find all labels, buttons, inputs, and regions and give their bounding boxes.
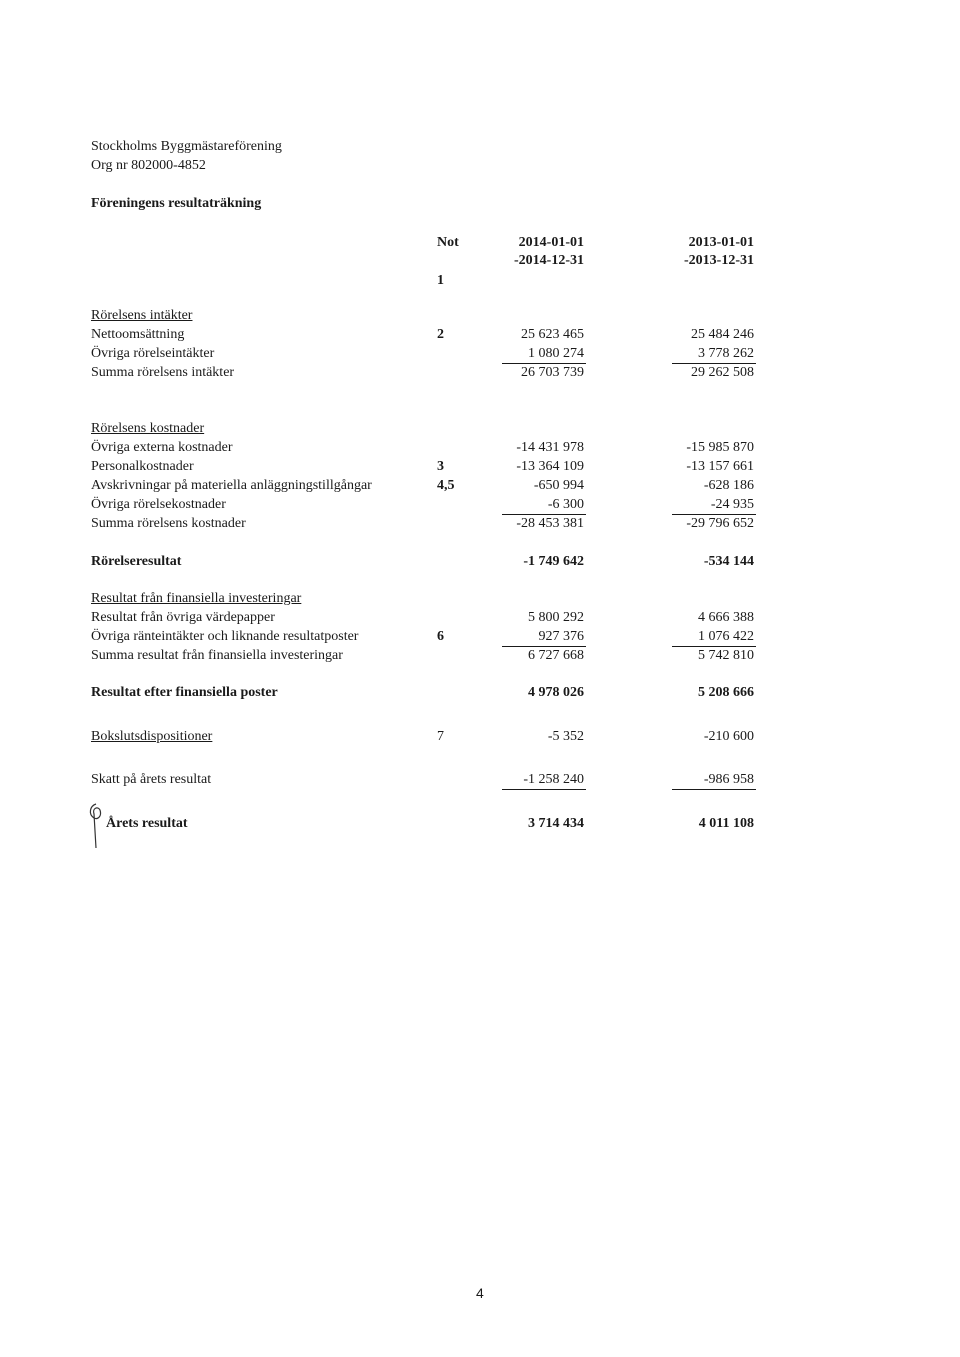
row-note: 3 — [437, 459, 444, 474]
row-label: Övriga rörelseintäkter — [91, 346, 215, 361]
row-value-2013: -24 935 — [710, 497, 754, 512]
row-value-2013: 4 011 108 — [698, 816, 754, 831]
row-value-2014: 26 703 739 — [521, 365, 584, 380]
handwritten-initial-mark — [82, 800, 108, 852]
row-value-2014: -6 300 — [547, 497, 584, 512]
statement-title: Föreningens resultaträkning — [91, 196, 262, 211]
row-value-2014: 4 978 026 — [528, 685, 584, 700]
row-value-2013: -29 796 652 — [686, 516, 754, 531]
period-2013-start: 2013-01-01 — [688, 235, 754, 250]
subtotal-rule — [502, 514, 586, 515]
row-value-2014: 25 623 465 — [521, 327, 584, 342]
row-value-2014: -1 258 240 — [523, 772, 584, 787]
row-value-2013: -534 144 — [703, 554, 754, 569]
row-value-2013: -628 186 — [703, 478, 754, 493]
row-note: 7 — [437, 729, 444, 744]
row-label: Summa rörelsens intäkter — [91, 365, 235, 380]
period-2014-end: -2014-12-31 — [514, 253, 584, 268]
row-value-2014: 3 714 434 — [528, 816, 584, 831]
row-value-2014: -14 431 978 — [516, 440, 584, 455]
row-label: Bokslutsdispositioner — [91, 729, 213, 744]
note-reference-heading: 1 — [437, 273, 444, 288]
row-value-2014: -13 364 109 — [516, 459, 584, 474]
row-label: Resultat från övriga värdepapper — [91, 610, 275, 625]
row-value-2013: -210 600 — [703, 729, 754, 744]
row-value-2014: -28 453 381 — [516, 516, 584, 531]
row-value-2013: 3 778 262 — [698, 346, 754, 361]
section-financial-investments-heading: Resultat från finansiella investeringar — [91, 591, 302, 606]
row-label: Summa resultat från finansiella investeringar — [91, 648, 343, 663]
row-value-2013: -13 157 661 — [686, 459, 754, 474]
row-label: Rörelseresultat — [91, 554, 182, 569]
subtotal-rule — [672, 646, 756, 647]
row-value-2013: 5 742 810 — [698, 648, 754, 663]
row-label: Övriga externa kostnader — [91, 440, 233, 455]
row-label: Summa rörelsens kostnader — [91, 516, 246, 531]
row-label: Avskrivningar på materiella anläggningstillgångar — [91, 478, 372, 493]
row-value-2013: 25 484 246 — [691, 327, 754, 342]
row-label: Skatt på årets resultat — [91, 772, 212, 787]
row-value-2014: -650 994 — [533, 478, 584, 493]
period-2013-end: -2013-12-31 — [684, 253, 754, 268]
subtotal-rule — [672, 363, 756, 364]
row-value-2013: 1 076 422 — [698, 629, 754, 644]
row-value-2013: -15 985 870 — [686, 440, 754, 455]
row-value-2014: 1 080 274 — [528, 346, 584, 361]
organization-number: Org nr 802000-4852 — [91, 158, 206, 173]
row-note: 6 — [437, 629, 444, 644]
page-number: 4 — [476, 1285, 484, 1301]
section-operating-costs-heading: Rörelsens kostnader — [91, 421, 205, 436]
subtotal-rule — [502, 646, 586, 647]
period-2014-start: 2014-01-01 — [518, 235, 584, 250]
row-label: Nettoomsättning — [91, 327, 185, 342]
row-label: Övriga ränteintäkter och liknande resultatposter — [91, 629, 359, 644]
row-value-2013: 5 208 666 — [698, 685, 754, 700]
row-value-2014: -5 352 — [547, 729, 584, 744]
section-operating-income-heading: Rörelsens intäkter — [91, 308, 193, 323]
row-label: Resultat efter finansiella poster — [91, 685, 278, 700]
row-value-2014: -1 749 642 — [523, 554, 584, 569]
row-value-2014: 5 800 292 — [528, 610, 584, 625]
subtotal-rule — [672, 789, 756, 790]
row-label: Årets resultat — [106, 816, 188, 831]
subtotal-rule — [502, 363, 586, 364]
row-note: 4,5 — [437, 478, 455, 493]
note-column-heading: Not — [437, 235, 459, 250]
row-value-2013: 29 262 508 — [691, 365, 754, 380]
row-value-2014: 6 727 668 — [528, 648, 584, 663]
row-label: Personalkostnader — [91, 459, 194, 474]
organization-name: Stockholms Byggmästareförening — [91, 139, 282, 154]
row-value-2014: 927 376 — [538, 629, 584, 644]
row-value-2013: 4 666 388 — [698, 610, 754, 625]
row-note: 2 — [437, 327, 444, 342]
subtotal-rule — [672, 514, 756, 515]
row-value-2013: -986 958 — [703, 772, 754, 787]
row-label: Övriga rörelsekostnader — [91, 497, 226, 512]
subtotal-rule — [502, 789, 586, 790]
